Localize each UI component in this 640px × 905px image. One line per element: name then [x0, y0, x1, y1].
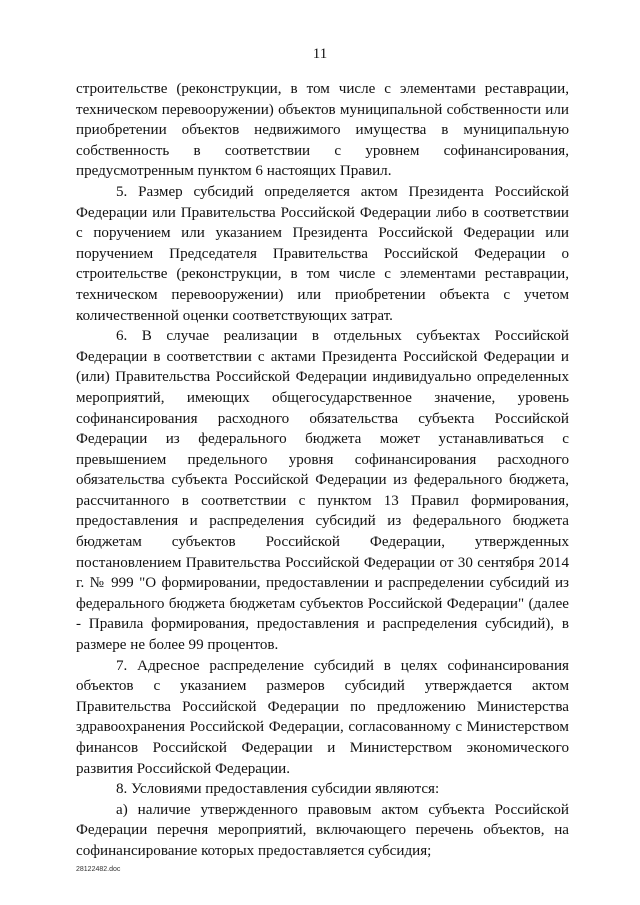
paragraph-subitem-a: а) наличие утвержденного правовым актом субъекта Российской Федерации перечня мероприятий, включающего перечень объектов, на софинансирование которых предоставляется субсидия; — [76, 801, 569, 859]
page-number: 11 — [312, 46, 328, 62]
paragraph-item-5: 5. Размер субсидий определяется актом Президента Российской Федерации или Правительства Российской Федерации либо в соответствии с поручением или указанием Президента Российской Федерации или поручением Председателя Правительства Российской Федерации о строительстве (реконструкции, в том числе с элементами реставрации, техническом перевооружении) или приобретении объекта с учетом количественной оценки соответствующих затрат. — [76, 183, 569, 324]
document-body — [76, 79, 569, 862]
paragraph-item-7: 7. Адресное распределение субсидий в целях софинансирования объектов с указанием размеров субсидий утверждается актом Правительства Российской Федерации по предложению Министерства здравоохранения Российской Федерации, согласованному с Министерством финансов Российской Федерации и Министерством экономического развития Российской Федерации. — [76, 657, 569, 777]
document-file-code: 28122482.doc — [76, 866, 121, 873]
paragraph-item-6: 6. В случае реализации в отдельных субъектах Российской Федерации в соответствии с актами Президента Российской Федерации и (или) Правительства Российской Федерации индивидуально определенных мероприятий, имеющих общегосударственное значение, уровень софинансирования расходного обязательства субъекта Российской Федерации из федерального бюджета может устанавливаться с превышением предельного уровня софинансирования расходного обязательства субъекта Российской Федерации из федерального бюджета, рассчитанного в соответствии с пунктом 13 Правил формирования, предоставления и распределения субсидий из федерального бюджета бюджетам субъектов Российской Федерации, утвержденных постановлением Правительства Российской Федерации от 30 сентября 2014 г. № 999 "О формировании, предоставлении и распределении субсидий из федерального бюджета бюджетам субъектов Российской Федерации" (далее - Правила формирования, предоставления и распределения субсидий), в размере не более 99 процентов. — [76, 328, 569, 654]
paragraph-continuation: строительстве (реконструкции, в том числе с элементами реставрации, техническом перевооружении) объектов муниципальной собственности или приобретении объектов недвижимого имущества в муниципальную собственность в соответствии с уровнем софинансирования, предусмотренным пунктом 6 настоящих Правил. — [76, 81, 569, 180]
paragraph-item-8: 8. Условиями предоставления субсидии являются: — [116, 781, 440, 798]
